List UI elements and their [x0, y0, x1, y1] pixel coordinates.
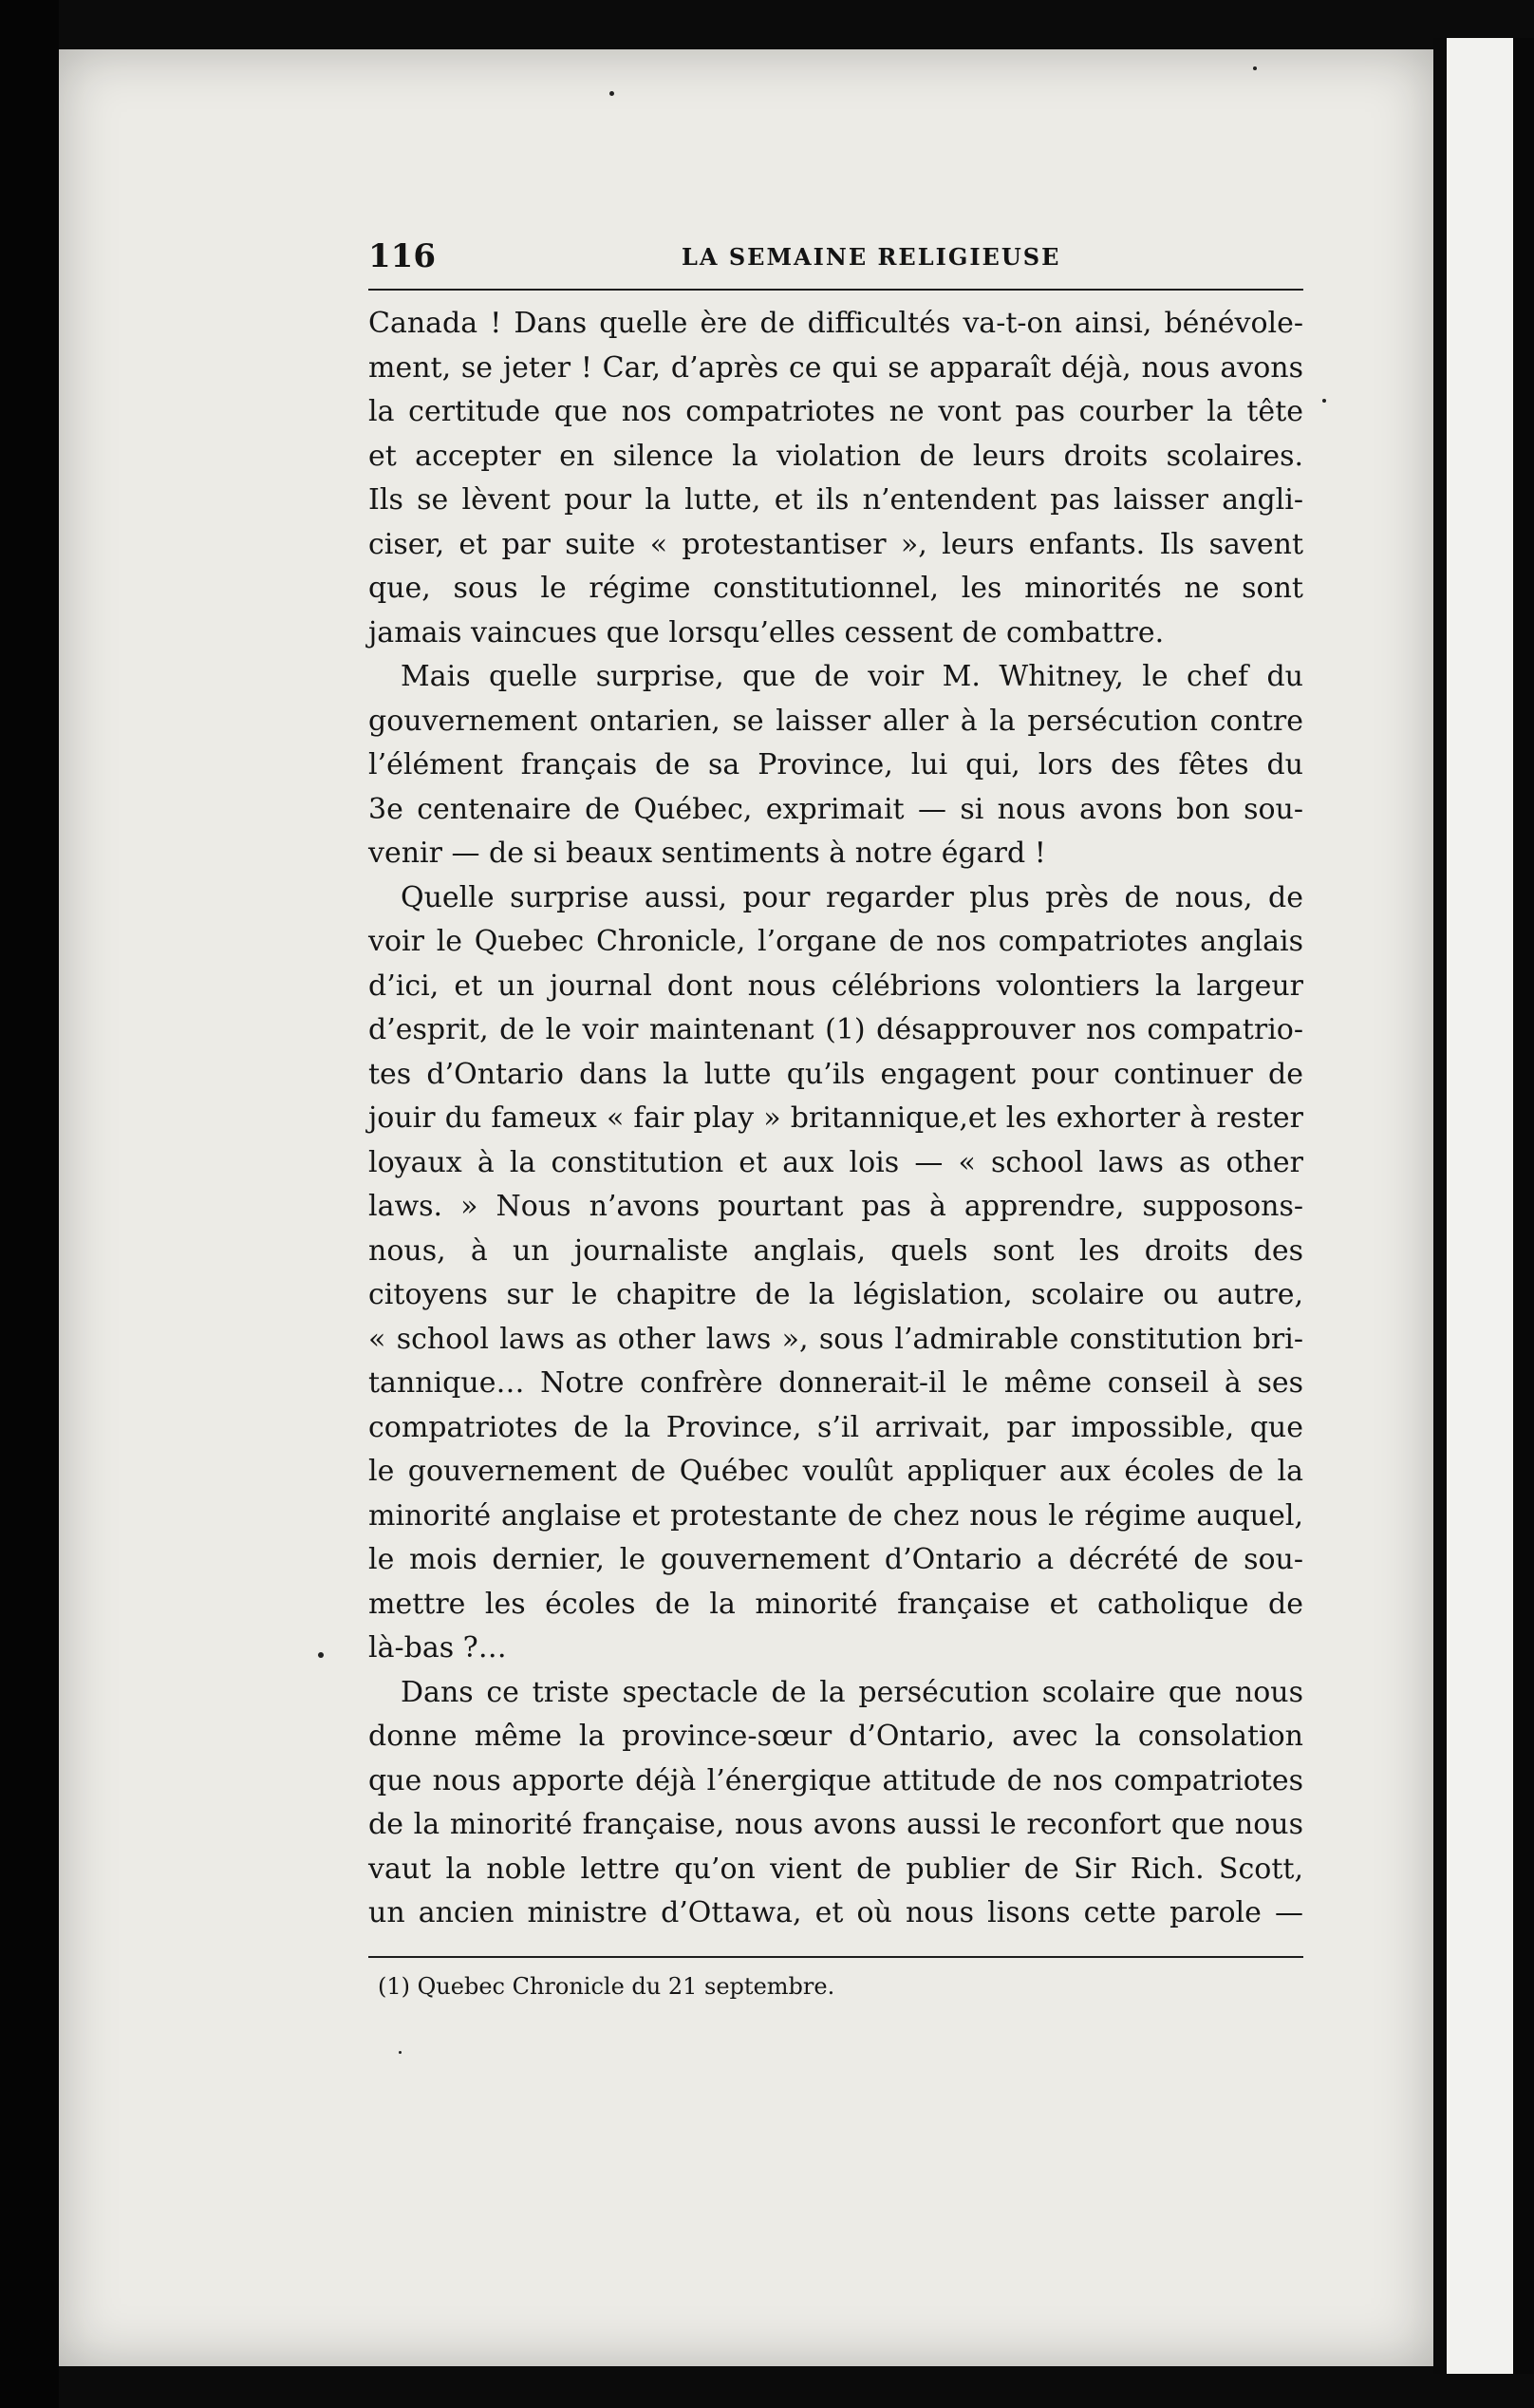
text-line: Dans ce triste spectacle de la persécution scolaire que nous	[401, 1675, 1303, 1709]
scan-speck	[1253, 66, 1257, 70]
scan-speck	[318, 1652, 324, 1658]
header-rule	[368, 289, 1303, 291]
text-line: que, sous le régime constitutionnel, les minorités ne sont	[368, 572, 1303, 605]
film-strip-right	[1433, 38, 1513, 2374]
text-line: tes d’Ontario dans la lutte qu’ils engagent pour continuer de	[368, 1057, 1303, 1091]
text-line: le mois dernier, le gouvernement d’Ontario a décrété de sou-	[368, 1543, 1303, 1576]
text-line: « school laws as other laws », sous l’admirable constitution bri-	[368, 1322, 1303, 1356]
text-line: Canada ! Dans quelle ère de difficultés va-t-on ainsi, bénévole-	[368, 307, 1303, 340]
text-line: jouir du fameux « fair play » britannique,et les exhorter à rester	[368, 1101, 1303, 1135]
text-line: Quelle surprise aussi, pour regarder plus près de nous, de	[401, 880, 1303, 914]
scan-speck	[1322, 399, 1326, 403]
body-text	[368, 302, 1303, 1936]
text-line: compatriotes de la Province, s’il arrivait, par impossible, que	[368, 1410, 1303, 1444]
text-line: venir — de si beaux sentiments à notre égard !	[368, 837, 1046, 870]
text-line: tannique… Notre confrère donnerait-il le même conseil à ses	[368, 1366, 1303, 1400]
text-line: que nous apporte déjà l’énergique attitude de nos compatriotes	[368, 1763, 1303, 1797]
text-line: gouvernement ontarien, se laisser aller à la persécution contre	[368, 704, 1303, 738]
scan-speck	[609, 91, 614, 96]
text-line: donne même la province-sœur d’Ontario, avec la consolation	[368, 1720, 1303, 1753]
text-line: la certitude que nos compatriotes ne vont pas courber la tête	[368, 395, 1303, 428]
footnote: (1) Quebec Chronicle du 21 septembre.	[378, 1973, 835, 2000]
text-line: loyaux à la constitution et aux lois — « school laws as other	[368, 1145, 1303, 1179]
running-title: LA SEMAINE RELIGIEUSE	[682, 243, 1061, 271]
text-line: Mais quelle surprise, que de voir M. Whitney, le chef du	[401, 660, 1303, 693]
scan-speck	[399, 2051, 402, 2054]
text-line: le gouvernement de Québec voulût appliquer aux écoles de la	[368, 1455, 1303, 1488]
text-line: et accepter en silence la violation de leurs droits scolaires.	[368, 439, 1303, 473]
footnote-rule	[368, 1956, 1303, 1958]
text-line: de la minorité française, nous avons aussi le reconfort que nous	[368, 1808, 1303, 1841]
text-line: 3e centenaire de Québec, exprimait — si nous avons bon sou-	[368, 792, 1303, 826]
page-number: 116	[368, 237, 436, 275]
film-edge-left	[0, 0, 59, 2408]
text-line: mettre les écoles de la minorité française et catholique de	[368, 1587, 1303, 1621]
text-line: là-bas ?…	[368, 1631, 507, 1665]
text-line: minorité anglaise et protestante de chez nous le régime auquel,	[368, 1498, 1303, 1533]
text-line: un ancien ministre d’Ottawa, et où nous lisons cette parole —	[368, 1896, 1303, 1929]
text-line: d’ici, et un journal dont nous célébrions volontiers la largeur	[368, 969, 1303, 1003]
text-line: laws. » Nous n’avons pourtant pas à apprendre, supposons-	[368, 1190, 1303, 1223]
text-line: l’élément français de sa Province, lui qui, lors des fêtes du	[368, 748, 1303, 781]
text-line: voir le Quebec Chronicle, l’organe de nos compatriotes anglais	[368, 925, 1303, 958]
text-line: ment, se jeter ! Car, d’après ce qui se apparaît déjà, nous avons	[368, 350, 1303, 385]
text-line: jamais vaincues que lorsqu’elles cessent de combattre.	[368, 615, 1165, 649]
text-line: citoyens sur le chapitre de la législation, scolaire ou autre,	[368, 1278, 1303, 1311]
text-line: ciser, et par suite « protestantiser », leurs enfants. Ils savent	[368, 527, 1303, 561]
text-line: nous, à un journaliste anglais, quels sont les droits des	[368, 1233, 1303, 1268]
page-header	[368, 237, 1303, 275]
text-line: Ils se lèvent pour la lutte, et ils n’entendent pas laisser angli-	[368, 483, 1303, 517]
text-line: vaut la noble lettre qu’on vient de publier de Sir Rich. Scott,	[368, 1852, 1303, 1886]
text-line: d’esprit, de le voir maintenant (1) désapprouver nos compatrio-	[368, 1013, 1303, 1046]
